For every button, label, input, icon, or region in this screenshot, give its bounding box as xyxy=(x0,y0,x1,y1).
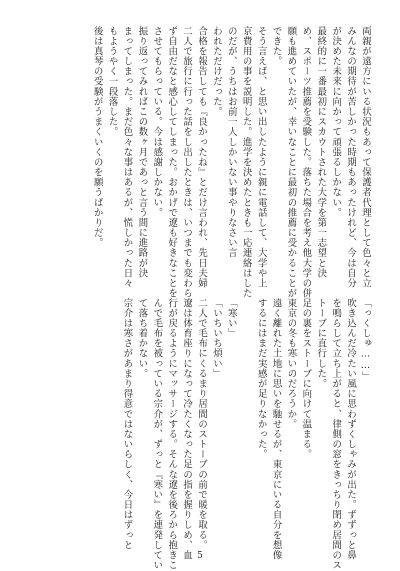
paragraph-line: 吹き込んだ冷たい風に思わずくしゃみが出た。ずずっと鼻 xyxy=(345,298,357,561)
paragraph-line: 合格を報告しても『良かったね』とだけ言われ、先日夫婦 xyxy=(196,26,208,289)
paragraph-line: が決めた未来に向かって頑張るしかない。 xyxy=(330,26,342,218)
paragraph-line: 京費用の事を説明した。進学を決めたときも一応連絡はした xyxy=(240,26,252,299)
paragraph-line: 後は真琴の受験がうまくいくのを願うばかりだ。 xyxy=(91,26,103,248)
paragraph-line: んで毛布を被っている宗介が、ずっと『寒い』を連発してい xyxy=(151,298,163,571)
paragraph-line: を鳴らして立ち上がると、律側の窓をきっちり閉め居間のス xyxy=(330,298,342,571)
page-number: 5 xyxy=(197,551,203,561)
paragraph-line: め、スポーツ推薦を受験した。落ちた場合を考え他大学の併 xyxy=(300,26,312,299)
paragraph-line: 遠く離れた土地に思いを馳せるが、東京にいる自分を想像 xyxy=(270,298,282,561)
paragraph-line: 二人で毛布にくるまり居間のストーブの前で暖を取る。 xyxy=(196,298,208,551)
paragraph-line: 「っくしゅ……」 xyxy=(360,298,371,382)
blank-line xyxy=(238,298,253,543)
paragraph-line: できた。 xyxy=(270,26,282,67)
paragraph-line: 最終的に一番最初にスカウトされた大学を第一志望と決 xyxy=(315,26,327,279)
paragraph-line: 両親が遠方にいる状況もあって保護者代理として色々と立 xyxy=(360,26,371,289)
paragraph-line: 「いちいち煩い」 xyxy=(210,298,222,379)
paragraph-line: 足の裏をストーブに向けて温まる。 xyxy=(300,298,312,460)
paragraph-line: 遼は体育座りになって冷たくなった足の指を握りしめ、血 xyxy=(181,298,193,561)
paragraph-line: もようやく一段落した。 xyxy=(106,26,118,137)
paragraph-line: させてもらっている。今は感謝しかない。 xyxy=(151,26,163,218)
paragraph-line: みんなの期待が苦しかった時期もあったけれど、今は自分 xyxy=(345,26,357,289)
paragraph-line: 宗介は寒さがあまり得意ではないらしく、今日はずっと xyxy=(121,298,133,551)
paragraph-line: トーブに直行した。 xyxy=(315,298,327,389)
paragraph-line: するにはまだ実感が足りなかった。 xyxy=(255,298,267,460)
paragraph-line: まってしまった。まだ色々な事はあるが、慌しかった日々 xyxy=(121,26,133,289)
paragraph-line: われただけだった。 xyxy=(210,26,222,117)
paragraph-line: そう言えば、と思い出したように親に電話して、大学や上 xyxy=(255,26,267,289)
paragraph-line: 願も進めていたが、幸いなことに最初の推薦に受かることが xyxy=(285,26,297,299)
paragraph-line: 行が戻るようにマッサージする。そんな遼を後ろから抱きこ xyxy=(166,298,178,571)
paragraph-line: 東京の冬も寒いのだろうか。 xyxy=(285,298,297,430)
paragraph-line: のだが、うちはお前一人しかいない事やりなさい言 xyxy=(225,26,237,259)
paragraph-line: 振り返ってみればこの数ヶ月であっと言う間に進路が決 xyxy=(136,26,148,279)
paragraph-line: ず自由だなと感心してしまった。おかげで遼も好きなことを xyxy=(166,26,178,299)
bottom-text-block xyxy=(28,298,372,571)
paragraph-line: て落ち着かない。 xyxy=(136,298,148,379)
paragraph-line: 「寒い」 xyxy=(225,298,237,339)
top-text-block xyxy=(28,26,372,299)
paragraph-line: 二人で旅行に行った話をし出したときは、いつまでも変わら xyxy=(181,26,193,299)
